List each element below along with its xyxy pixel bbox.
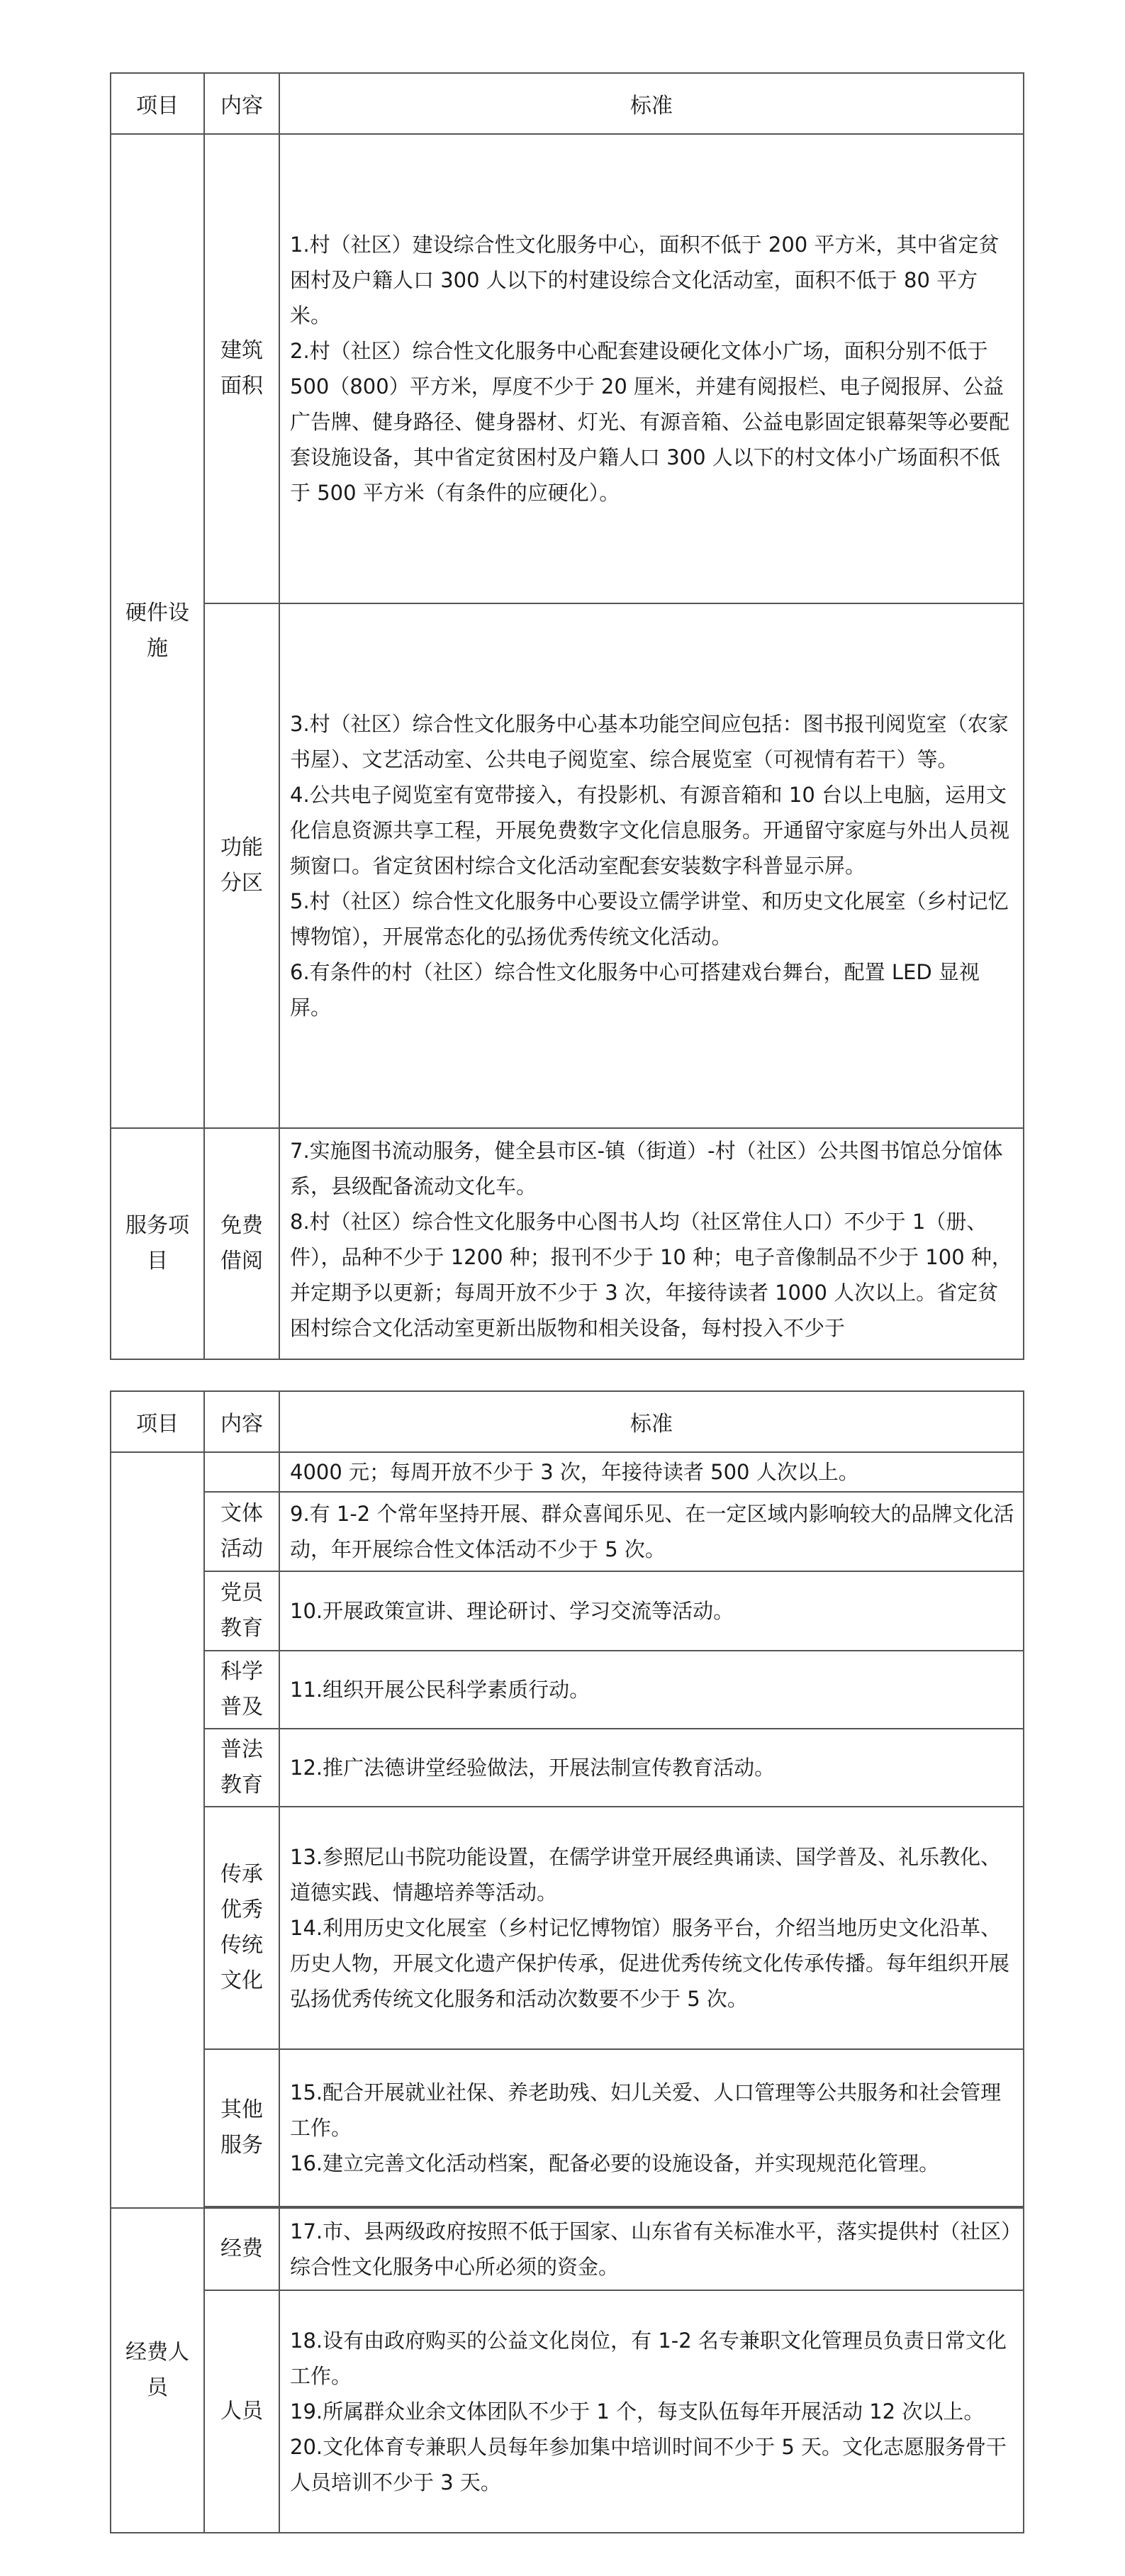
standard-cell <box>279 603 1024 1128</box>
subcategory-label: 文体活动 <box>220 1501 263 1561</box>
subcategory-label: 经费 <box>220 2236 263 2261</box>
subcategory-party <box>204 1571 279 1651</box>
standard-cell <box>279 1452 1024 1492</box>
standard-item: 10.开展政策宣讲、理论研讨、学习交流等活动。 <box>290 1599 734 1623</box>
table-row <box>111 2049 1024 2207</box>
header-standard: 标准 <box>279 1391 1024 1452</box>
standard-item: 1.村（社区）建设综合性文化服务中心，面积不低于 200 平方米，其中省定贫困村及户籍人口 300 人以下的村建设综合文化活动室，面积不低于 80 平方米。 <box>290 233 1000 328</box>
standard-item: 3.村（社区）综合性文化服务中心基本功能空间应包括：图书报刊阅览室（农家书屋）、文艺活动室、公共电子阅览室、综合展览室（可视情有若干）等。 <box>290 712 1009 771</box>
subcategory-label: 建筑面积 <box>220 338 263 398</box>
subcategory-label: 传承优秀传统文化 <box>220 1862 263 1993</box>
standard-cell <box>279 1651 1024 1729</box>
table-row <box>111 1807 1024 2049</box>
table-row <box>111 1571 1024 1651</box>
category-label: 硬件设施 <box>125 601 189 661</box>
header-project: 项目 <box>111 1391 204 1452</box>
subcategory-label: 人员 <box>220 2399 263 2424</box>
standard-cell <box>279 2208 1024 2290</box>
standard-item: 6.有条件的村（社区）综合性文化服务中心可搭建戏台舞台，配置 LED 显视屏。 <box>290 960 980 1020</box>
standard-cell <box>279 1807 1024 2049</box>
subcategory-label: 功能分区 <box>220 835 263 896</box>
standard-item: 14.利用历史文化展室（乡村记忆博物馆）服务平台，介绍当地历史文化沿革、历史人物，开展文化遗产保护传承，促进优秀传统文化传承传播。每年组织开展弘扬优秀传统文化服务和活动次数要不少于 5 次。 <box>290 1916 1010 2011</box>
standard-item: 2.村（社区）综合性文化服务中心配套建设硬化文体小广场，面积分别不低于 500（800）平方米，厚度不少于 20 厘米，并建有阅报栏、电子阅报屏、公益广告牌、健身路径、健身器材、灯光、有源音箱、公益电影固定银幕架等必要配套设施设备，其中省定贫困村及户籍人口 300 人以下的村文体小广场面积不低于 500 平方米（有条件的应硬化）。 <box>290 339 1010 505</box>
category-funding-staff <box>111 2208 204 2533</box>
standard-cell <box>279 134 1024 603</box>
standard-cell <box>279 1571 1024 1651</box>
header-standard: 标准 <box>279 73 1024 134</box>
subcategory-science <box>204 1651 279 1729</box>
standard-item: 16.建立完善文化活动档案，配备必要的设施设备，并实现规范化管理。 <box>290 2151 940 2175</box>
standard-item: 5.村（社区）综合性文化服务中心要设立儒学讲堂、和历史文化展室（乡村记忆博物馆），开展常态化的弘扬优秀传统文化活动。 <box>290 889 1009 949</box>
standard-item: 12.推广法德讲堂经验做法，开展法制宣传教育活动。 <box>290 1756 776 1780</box>
standard-item: 7.实施图书流动服务，健全县市区-镇（街道）-村（社区）公共图书馆总分馆体系，县级配备流动文化车。 <box>290 1139 1003 1198</box>
subcategory-building-area <box>204 134 279 603</box>
table-row <box>111 134 1024 603</box>
category-label: 服务项目 <box>125 1213 189 1273</box>
category-label: 经费人员 <box>125 2340 189 2400</box>
table-row <box>111 1128 1024 1359</box>
subcategory-law <box>204 1729 279 1807</box>
table-row <box>111 1492 1024 1571</box>
table-row <box>111 2208 1024 2290</box>
standards-table-page-1 <box>110 72 1024 1360</box>
standard-item: 15.配合开展就业社保、养老助残、妇儿关爱、人口管理等公共服务和社会管理工作。 <box>290 2080 1002 2140</box>
subcategory-function-zone <box>204 603 279 1128</box>
standard-item: 17.市、县两级政府按照不低于国家、山东省有关标准水平，落实提供村（社区）综合性文化服务中心所必须的资金。 <box>290 2219 1012 2279</box>
subcategory-label: 普法教育 <box>220 1737 263 1797</box>
subcategory-staff <box>204 2290 279 2533</box>
table-row <box>111 2290 1024 2533</box>
subcategory-free-lending-continued <box>204 1452 279 1492</box>
header-project: 项目 <box>111 73 204 134</box>
standard-item: 19.所属群众业余文体团队不少于 1 个，每支队伍每年开展活动 12 次以上。 <box>290 2399 985 2424</box>
subcategory-label: 党员教育 <box>220 1580 263 1641</box>
header-content: 内容 <box>204 1391 279 1452</box>
table-row <box>111 1452 1024 1492</box>
category-service <box>111 1128 204 1359</box>
standard-cell <box>279 2049 1024 2207</box>
subcategory-label: 免费借阅 <box>220 1213 263 1273</box>
header-row <box>111 73 1024 134</box>
standards-table-page-2 <box>110 1390 1024 2533</box>
standard-item: 13.参照尼山书院功能设置，在儒学讲堂开展经典诵读、国学普及、礼乐教化、道德实践、情趣培养等活动。 <box>290 1845 1002 1905</box>
standard-cell <box>279 2290 1024 2533</box>
category-service-continued <box>111 1452 204 2208</box>
standard-item: 9.有 1-2 个常年坚持开展、群众喜闻乐见、在一定区域内影响较大的品牌文化活动，年开展综合性文体活动不少于 5 次。 <box>290 1502 1014 1561</box>
table-row <box>111 1729 1024 1807</box>
header-content: 内容 <box>204 73 279 134</box>
standard-item: 20.文化体育专兼职人员每年参加集中培训时间不少于 5 天。文化志愿服务骨干人员培训不少于 3 天。 <box>290 2435 1007 2494</box>
header-row <box>111 1391 1024 1452</box>
standard-item: 4000 元；每周开放不少于 3 次，年接待读者 500 人次以上。 <box>290 1460 859 1484</box>
standard-item: 18.设有由政府购买的公益文化岗位，有 1-2 名专兼职文化管理员负责日常文化工作。 <box>290 2329 1007 2388</box>
category-hardware <box>111 134 204 1128</box>
subcategory-other <box>204 2049 279 2207</box>
subcategory-tradition <box>204 1807 279 2049</box>
subcategory-label: 其他服务 <box>220 2097 263 2158</box>
subcategory-sports <box>204 1492 279 1571</box>
standard-cell <box>279 1729 1024 1807</box>
subcategory-free-lending <box>204 1128 279 1359</box>
standard-item: 4.公共电子阅览室有宽带接入，有投影机、有源音箱和 10 台以上电脑，运用文化信息资源共享工程，开展免费数字文化信息服务。开通留守家庭与外出人员视频窗口。省定贫困村综合文化活动室配套安装数字科普显示屏。 <box>290 783 1010 878</box>
standard-item: 11.组织开展公民科学素质行动。 <box>290 1678 591 1702</box>
standard-item: 8.村（社区）综合性文化服务中心图书人均（社区常住人口）不少于 1（册、件），品种不少于 1200 种；报刊不少于 10 种；电子音像制品不少于 100 种，并定期予以更新；每周开放不少于 3 次，年接待读者 1000 人次以上。省定贫困村综合文化活动室更新出版物和相关设备，每村投入不少于 <box>290 1210 1012 1340</box>
subcategory-label: 科学普及 <box>220 1659 263 1719</box>
standard-cell <box>279 1492 1024 1571</box>
subcategory-funding <box>204 2208 279 2290</box>
table-row <box>111 603 1024 1128</box>
table-row <box>111 1651 1024 1729</box>
standard-cell <box>279 1128 1024 1359</box>
